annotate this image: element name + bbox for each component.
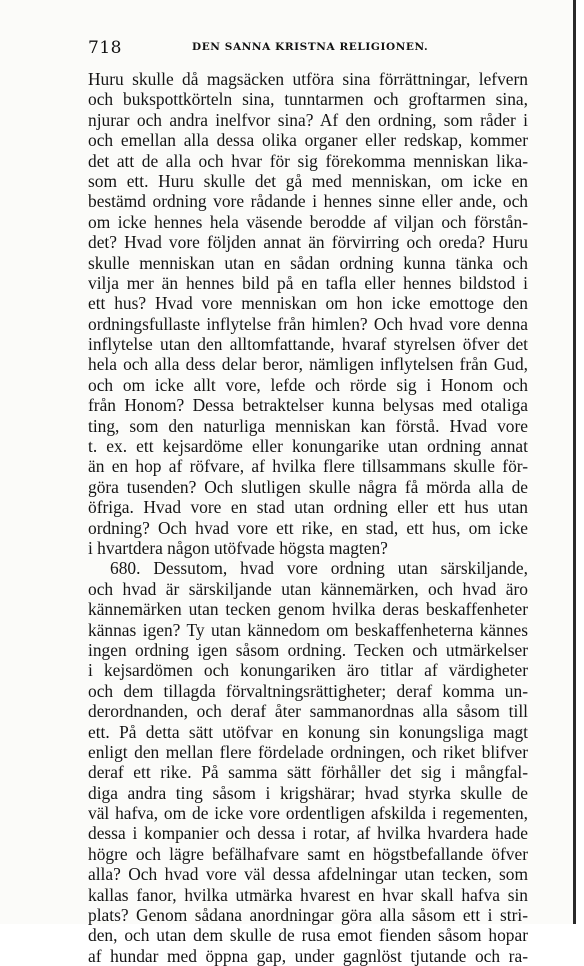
text-line: dessa i kompanier och dessa i rotar, af hvilka hvardera hade bbox=[88, 823, 528, 844]
text-line: och bukspottkörteln sina, tunntarmen och groftarmen sina, bbox=[88, 89, 528, 110]
text-line: och om icke allt vore, lefde och rörde sig i Honom och bbox=[88, 374, 528, 395]
text-line: Huru skulle då magsäcken utföra sina förrättningar, lefvern bbox=[88, 69, 528, 89]
text-line: vilja mer än hennes bild på en tafla eller hennes bildstod i bbox=[88, 272, 528, 293]
text-line: kännas igen? Ty utan kännedom om beskaffenheterna kännes bbox=[88, 619, 528, 640]
text-line: göra tusenden? Och slutligen skulle några få mörda alla de bbox=[88, 476, 528, 497]
text-line: som ett. Huru skulle det gå med menniskan, om icke en bbox=[88, 170, 528, 191]
text-line: ingen ordning igen såsom ordning. Tecken och utmärkelser bbox=[88, 639, 528, 660]
text-line: njurar och andra inelfvor sina? Af den ordning, som råder i bbox=[88, 109, 528, 130]
text-line: diga andra ting såsom i krigshärar; hvad styrka skulle de bbox=[88, 782, 528, 803]
running-head: DEN SANNA KRISTNA RELIGIONEN. bbox=[192, 41, 429, 53]
page-margin bbox=[576, 0, 584, 924]
text-line: ordningsfullaste inflytelse från himlen? Och hvad vore denna bbox=[88, 313, 528, 334]
text-line: inflytelse utan den alltomfattande, hvaraf styrelsen öfver det bbox=[88, 334, 528, 355]
body-text bbox=[88, 69, 528, 966]
text-line: deraf ett rike. På samma sätt förhåller det sig i mångfal- bbox=[88, 762, 528, 783]
text-line: i kejsardömen och konungariken äro titlar af värdigheter bbox=[88, 660, 528, 681]
text-line: alla? Och hvad vore väl dessa afdelningar utan tecken, som bbox=[88, 864, 528, 885]
text-line: plats? Genom sådana anordningar göra alla såsom ett i stri- bbox=[88, 905, 528, 926]
text-line: af hundar med öppna gap, under gagnlöst tjutande och ra- bbox=[88, 945, 528, 966]
text-line: enligt den mellan flere fördelade ordningen, och riket blifver bbox=[88, 741, 528, 762]
text-line: väl hafva, om de icke vore ordentligen afskilda i regementen, bbox=[88, 803, 528, 824]
text-line: ett. På detta sätt utöfvar en konung sin konungsliga magt bbox=[88, 721, 528, 742]
text-line: än en hop af röfvare, af hvilka flere tillsammans skulle för- bbox=[88, 456, 528, 477]
text-line: hela och alla dess delar beror, nämligen inflytelsen från Gud, bbox=[88, 354, 528, 375]
text-line: kallas fanor, hvilka utmärka hvarest en hvar skall hafva sin bbox=[88, 884, 528, 905]
text-line: skulle menniskan utan en sådan ordning kunna tänka och bbox=[88, 252, 528, 273]
text-line: bestämd ordning vore rådande i hennes sinne eller ande, och bbox=[88, 191, 528, 212]
text-line: den, och utan dem skulle de rusa emot fienden såsom hopar bbox=[88, 925, 528, 946]
text-line: från Honom? Dessa betraktelser kunna belysas med otaliga bbox=[88, 395, 528, 416]
page-header bbox=[88, 38, 528, 58]
paragraph-start-line: 680. Dessutom, hvad vore ordning utan särskiljande, bbox=[110, 558, 528, 579]
text-line: derordnanden, och deraf åter sammanordnas alla såsom till bbox=[88, 701, 528, 722]
text-line: kännemärken utan tecken genom hvilka deras beskaffenheter bbox=[88, 599, 528, 620]
text-line: t. ex. ett kejsardöme eller konungarike utan ordning annat bbox=[88, 436, 528, 457]
text-line: och dem tillagda förvaltningsrättigheter; deraf komma un- bbox=[88, 680, 528, 701]
text-line: högre och lägre befälhafvare samt en högstbefallande öfver bbox=[88, 843, 528, 864]
text-line: det? Hvad vore följden annat än förvirring och oreda? Huru bbox=[88, 232, 528, 253]
text-line: det att de alla och hvar för sig förekomma menniskan lika- bbox=[88, 150, 528, 171]
text-line: om icke hennes hela väsende berodde af viljan och förstån- bbox=[88, 211, 528, 232]
text-line: ett hus? Hvad vore menniskan om hon icke emottoge den bbox=[88, 293, 528, 314]
paragraph-end-line: i hvartdera någon utöfvade högsta magten? bbox=[88, 537, 388, 558]
text-line: öfriga. Hvad vore en stad utan ordning eller ett hus utan bbox=[88, 497, 528, 518]
page-number: 718 bbox=[88, 38, 122, 58]
text-line: ordning? Och hvad vore ett rike, en stad, ett hus, om icke bbox=[88, 517, 528, 538]
text-line: och hvad är särskiljande utan kännemärken, och hvad äro bbox=[88, 578, 528, 599]
text-line: och emellan alla dessa olika organer eller redskap, kommer bbox=[88, 130, 528, 151]
text-line: ting, som den naturliga menniskan kan förstå. Hvad vore bbox=[88, 415, 528, 436]
